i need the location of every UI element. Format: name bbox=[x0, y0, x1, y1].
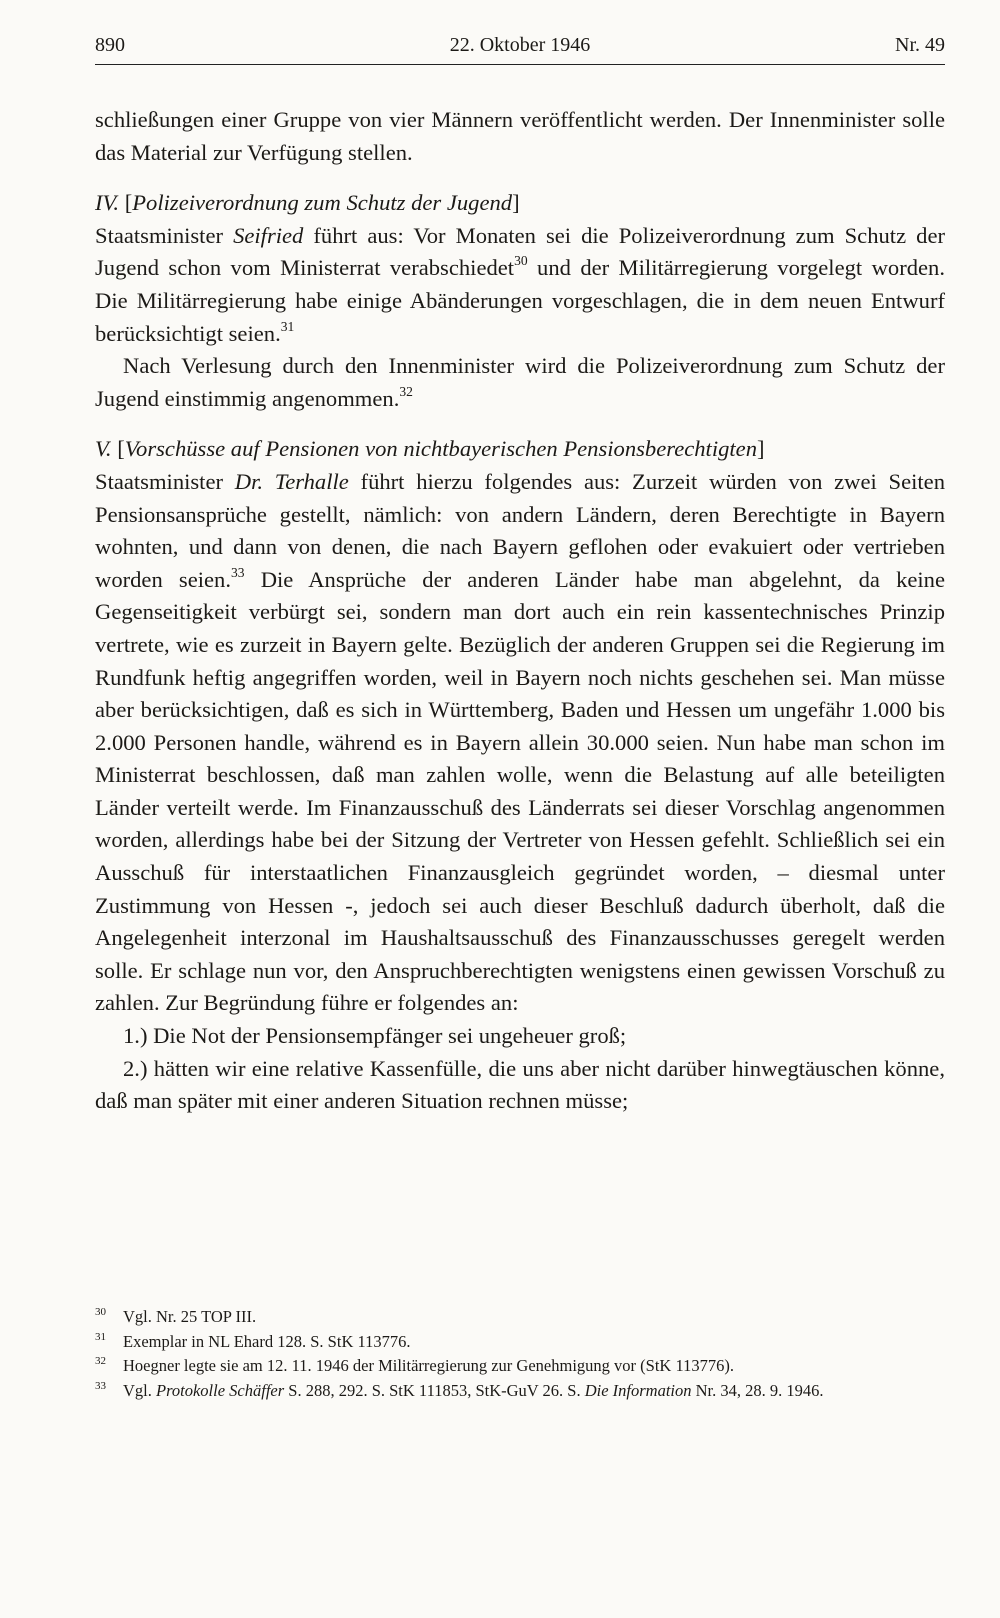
section-numeral: V. bbox=[95, 436, 112, 462]
section-heading-iv: IV. [Polizeiverordnung zum Schutz der Jugend] bbox=[95, 190, 520, 216]
running-header bbox=[95, 34, 945, 60]
footnote-number: 32 bbox=[95, 1355, 106, 1368]
footnote-30 bbox=[95, 1305, 945, 1330]
header-date: 22. Oktober 1946 bbox=[449, 34, 591, 56]
paragraph: Nach Verlesung durch den Innenminister wird die Polizeiverordnung zum Schutz der Jugend einstimmig angenommen.$^{32}$ bbox=[95, 353, 945, 411]
footnote-number: 31 bbox=[95, 1330, 106, 1343]
footnote-number: 30 bbox=[95, 1306, 106, 1318]
header-rule bbox=[95, 64, 945, 65]
speaker-name: Seifried bbox=[233, 222, 304, 248]
section-title: Polizeiverordnung zum Schutz der Jugend bbox=[132, 190, 513, 216]
footnote-number: 33 bbox=[95, 1379, 106, 1392]
footnote-text: Exemplar in NL Ehard 128. S. StK 113776. bbox=[123, 1331, 411, 1351]
section-numeral: IV. bbox=[95, 190, 120, 216]
speaker-name: Dr. Terhalle bbox=[234, 468, 349, 494]
footnote-text: Vgl. Nr. 25 TOP III. bbox=[123, 1307, 257, 1326]
footnote-ref: 33 bbox=[231, 564, 245, 580]
footnote-32 bbox=[95, 1354, 945, 1379]
body-text bbox=[95, 104, 945, 1118]
footnote-ref: 32 bbox=[399, 383, 413, 399]
paragraph: schließungen einer Gruppe von vier Männern veröffentlicht werden. Der Innenminister solle das Material zur Verfügung stellen. bbox=[95, 107, 945, 165]
paragraph: Staatsminister Dr. Terhalle führt hierzu folgendes aus: Zurzeit würden von zwei Seiten Pensionsansprüche gestellt, nämlich: von andern Ländern, deren Berechtigte in Bayern wohnten, und dann von denen, die nach Bayern geflohen oder evakuiert oder vertrieben worden seien.$^{33}$ Die Ansprüche der anderen Länder habe man abgelehnt, da keine Gegenseitigkeit verbürgt sei, sondern man dort auch ein rein kassentechnisches Prinzip vertrete, wie es zurzeit in Bayern gelte. Bezüglich der anderen Gruppen sei die Regierung im Rundfunk heftig angegriffen worden, weil in Bayern noch nichts geschehen sei. Man müsse aber berücksichtigen, daß es sich in Württemberg, Baden und Hessen um ungefähr 1.000 bis 2.000 Personen handle, während es in Bayern allein 30.000 seien. Nun habe man schon im Ministerrat beschlossen, daß man zahlen wolle, wenn die Belastung auf alle beteiligten Länder verteilt werde. Im Finanzausschuß des Länderrats sei dieser Vorschlag angenommen worden, allerdings habe bei der Sitzung der Vertreter von Hessen gefehlt. Schließlich sei ein Ausschuß für interstaatlichen Finanzausgleich gegründet worden, – diesmal unter Zustimmung von Hessen -, jedoch sei auch dieser Beschluß dadurch überholt, daß die Angelegenheit interzonal im Haushaltsausschuß des Finanzausschusses geregelt werden solle. Er schlage nun vor, den Anspruchberechtigten wenigstens einen gewissen Vorschuß zu zahlen. Zur Begründung führe er folgendes an: bbox=[95, 468, 945, 1016]
footnote-33 bbox=[95, 1379, 945, 1404]
footnote-31 bbox=[95, 1330, 945, 1355]
section-heading-v: V. [Vorschüsse auf Pensionen von nichtbayerischen Pensionsberechtigten] bbox=[95, 436, 765, 462]
paragraph: Staatsminister Seifried führt aus: Vor Monaten sei die Polizeiverordnung zum Schutz der Jugend schon vom Ministerrat verabschiedet$^{30}$ und der Militärregierung vorgelegt worden. Die Militärregierung habe einige Abänderungen vorgeschlagen, die in dem neuen Entwurf berücksichtigt seien.$^{31}$ bbox=[95, 222, 945, 346]
section-title: Vorschüsse auf Pensionen von nichtbayerischen Pensionsberechtigten bbox=[124, 436, 758, 462]
footnote-ref: 31 bbox=[280, 318, 295, 334]
footnote-text: Vgl. Protokolle Schäffer S. 288, 292. S. StK 111853, StK-GuV 26. S. Die Information Nr. 34, 28. 9. 1946. bbox=[123, 1380, 824, 1400]
list-item: 1.) Die Not der Pensionsempfänger sei ungeheuer groß; bbox=[123, 1023, 627, 1049]
footnote-text: Hoegner legte sie am 12. 11. 1946 der Militärregierung zur Genehmigung vor (StK 113776). bbox=[123, 1356, 734, 1376]
page-number: 890 bbox=[95, 34, 125, 56]
footnote-ref: 30 bbox=[514, 253, 528, 269]
issue-number: Nr. 49 bbox=[895, 34, 945, 56]
list-item: 2.) hätten wir eine relative Kassenfülle, die uns aber nicht darüber hinwegtäuschen könne, daß man später mit einer anderen Situation rechnen müsse; bbox=[95, 1055, 945, 1114]
footnotes bbox=[95, 1305, 945, 1403]
